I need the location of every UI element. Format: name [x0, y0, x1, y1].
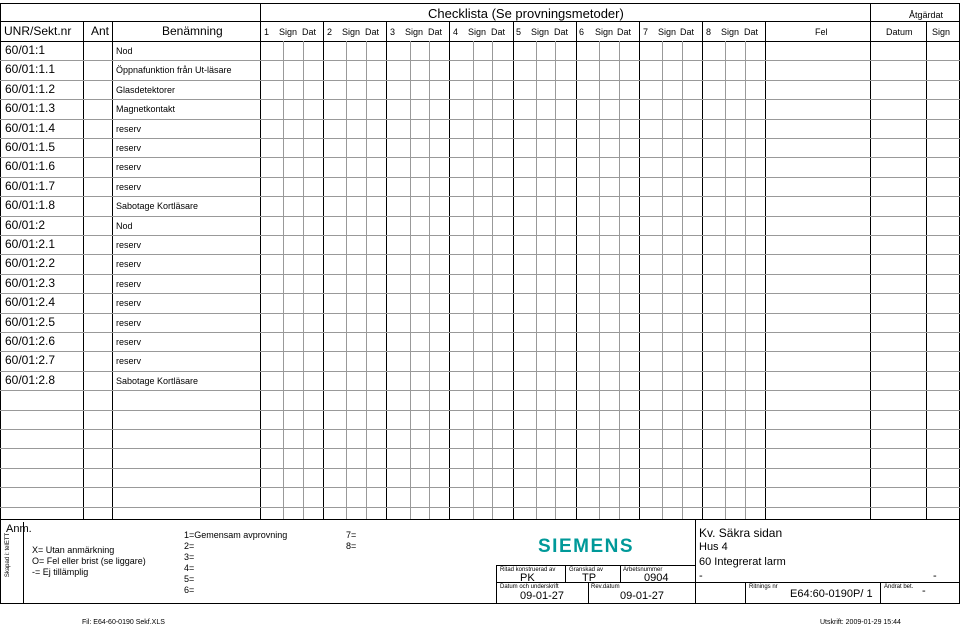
test-group-2-sign: Sign [342, 27, 361, 37]
tb-v3 [620, 565, 621, 582]
legend-num-3: 3= [184, 552, 195, 562]
col-sign-header: Sign [932, 27, 951, 37]
dash-right: - [933, 570, 937, 582]
test-group-2-number: 2 [327, 27, 333, 37]
test-group-8-number: 8 [706, 27, 712, 37]
row-line-16 [0, 351, 960, 352]
test-group-1-number: 1 [264, 27, 270, 37]
row-line-23 [0, 487, 960, 488]
row-code: 60/01:2 [5, 218, 46, 232]
row-code: 60/01:1.8 [5, 198, 56, 212]
siemens-logo: SIEMENS [538, 536, 635, 557]
col-unr-header: UNR/Sekt.nr [4, 24, 72, 38]
row-code: 60/01:2.5 [5, 315, 56, 329]
row-code: 60/01:2.3 [5, 276, 56, 290]
ritnings-nr-label: Ritnings nr [749, 584, 778, 590]
group-line-2 [386, 21, 387, 519]
row-line-7 [0, 177, 960, 178]
header-bottom [0, 41, 960, 42]
row-code: 60/01:2.1 [5, 237, 56, 251]
tb-v6 [880, 582, 881, 603]
checklist-title: Checklista (Se provningsmetoder) [428, 6, 624, 21]
hus-name: Hus 4 [699, 541, 728, 553]
legend-num-1: 1=Gemensam avprovning [184, 530, 288, 540]
row-code: 60/01:1 [5, 43, 46, 57]
test-group-8-sign: Sign [721, 27, 740, 37]
row-description: reserv [116, 298, 142, 308]
tb-v4 [588, 582, 589, 603]
arbetsnummer-value: 0904 [644, 572, 669, 584]
granskad-label: Granskad av [569, 567, 604, 573]
row-code: 60/01:1.6 [5, 159, 56, 173]
group-line-3 [449, 21, 450, 519]
test-group-5-dat: Dat [554, 27, 569, 37]
legend-num-5: 5= [184, 574, 195, 584]
rev-datum-value: 09-01-27 [620, 590, 665, 602]
row-code: 60/01:1.1 [5, 62, 56, 76]
legend-num-4: 4= [184, 563, 195, 573]
group-line-5 [576, 21, 577, 519]
row-line-9 [0, 216, 960, 217]
row-line-21 [0, 448, 960, 449]
row-line-18 [0, 390, 960, 391]
row-code: 60/01:2.7 [5, 353, 56, 367]
row-line-17 [0, 371, 960, 372]
test-group-4-dat: Dat [491, 27, 506, 37]
test-group-6-sign: Sign [595, 27, 614, 37]
column-line-5 [926, 21, 927, 519]
row-line-5 [0, 138, 960, 139]
print-date: Utskrift: 2009-01-29 15:44 [820, 619, 901, 626]
group-line-1 [323, 21, 324, 519]
row-line-14 [0, 313, 960, 314]
border-top [0, 3, 960, 4]
row-description: reserv [116, 124, 142, 134]
ritad-label: Ritad konstruerad av [500, 567, 556, 573]
col-ant-header: Ant [91, 24, 110, 38]
test-group-7-number: 7 [643, 27, 649, 37]
group-line-7 [702, 21, 703, 519]
test-group-3-number: 3 [390, 27, 396, 37]
row-description: Sabotage Kortläsare [116, 376, 199, 386]
row-line-1 [0, 60, 960, 61]
grid-bottom [0, 519, 960, 520]
ritad-value: PK [520, 572, 535, 584]
row-code: 60/01:1.7 [5, 179, 56, 193]
row-code: 60/01:1.2 [5, 82, 56, 96]
header-divider [0, 21, 960, 22]
row-description: reserv [116, 279, 142, 289]
anm-label: Anm. [6, 523, 32, 535]
row-line-3 [0, 99, 960, 100]
row-description: reserv [116, 356, 142, 366]
andrat-value: - [922, 585, 926, 597]
tb-v5 [745, 582, 746, 603]
test-group-4-sign: Sign [468, 27, 487, 37]
row-line-13 [0, 293, 960, 294]
row-code: 60/01:1.3 [5, 101, 56, 115]
system-name: 60 Integrerat larm [699, 556, 786, 568]
test-group-5-number: 5 [516, 27, 522, 37]
row-description: reserv [116, 259, 142, 269]
row-line-2 [0, 80, 960, 81]
row-line-15 [0, 332, 960, 333]
datum-value: 09-01-27 [520, 590, 565, 602]
dash-left: - [699, 570, 703, 582]
row-description: Sabotage Kortläsare [116, 201, 199, 211]
column-line-0 [83, 21, 84, 519]
legend-x: X= Utan anmärkning [32, 545, 115, 555]
row-description: reserv [116, 162, 142, 172]
andrat-label: Ändrat bet. [884, 584, 914, 590]
row-description: Magnetkontakt [116, 104, 176, 114]
file-name: Fil: E64-60-0190 Sekf.XLS [82, 619, 165, 626]
column-line-3 [765, 21, 766, 519]
row-line-8 [0, 196, 960, 197]
row-line-12 [0, 274, 960, 275]
legend-num-2: 2= [184, 541, 195, 551]
row-description: Nod [116, 46, 133, 56]
row-line-6 [0, 157, 960, 158]
row-description: reserv [116, 318, 142, 328]
test-group-3-sign: Sign [405, 27, 424, 37]
test-group-2-dat: Dat [365, 27, 380, 37]
row-code: 60/01:2.4 [5, 295, 56, 309]
tb-v2 [565, 565, 566, 582]
group-line-6 [639, 21, 640, 519]
tb-h3 [696, 582, 960, 583]
group-line-4 [513, 21, 514, 519]
row-description: Nod [116, 221, 133, 231]
legend-num-6: 6= [184, 585, 195, 595]
row-line-11 [0, 254, 960, 255]
row-description: reserv [116, 240, 142, 250]
col-datum-header: Datum [886, 27, 913, 37]
row-code: 60/01:2.6 [5, 334, 56, 348]
test-group-3-dat: Dat [428, 27, 443, 37]
test-group-7-dat: Dat [680, 27, 695, 37]
test-group-4-number: 4 [453, 27, 459, 37]
kv-name: Kv. Säkra sidan [699, 526, 783, 540]
row-description: reserv [116, 143, 142, 153]
tb-v1 [496, 565, 497, 603]
created-in-label: Skapad i: telETT [5, 532, 12, 578]
arbetsnummer-label: Arbetsnummer [623, 567, 663, 573]
legend-o: O= Fel eller brist (se liggare) [32, 556, 146, 566]
row-line-19 [0, 410, 960, 411]
row-line-20 [0, 429, 960, 430]
footer-bottom [0, 603, 960, 604]
row-description: reserv [116, 182, 142, 192]
row-code: 60/01:2.8 [5, 373, 56, 387]
row-code: 60/01:1.5 [5, 140, 56, 154]
test-group-5-sign: Sign [531, 27, 550, 37]
test-group-6-dat: Dat [617, 27, 632, 37]
row-description: Glasdetektorer [116, 85, 176, 95]
tb-h1 [496, 565, 696, 566]
test-group-6-number: 6 [579, 27, 585, 37]
datum-underskrift-label: Datum och underskrift [500, 584, 559, 590]
footer-left [0, 519, 1, 603]
test-group-8-dat: Dat [744, 27, 759, 37]
ritnings-nr-value: E64:60-0190P/ 1 [790, 588, 873, 600]
column-line-1 [112, 21, 113, 519]
test-group-1-dat: Dat [302, 27, 317, 37]
atgardat-label: Åtgärdat [909, 10, 944, 20]
col-benamning-header: Benämning [162, 24, 223, 38]
row-line-22 [0, 468, 960, 469]
row-line-24 [0, 507, 960, 508]
test-group-7-sign: Sign [658, 27, 677, 37]
title-block-left [695, 519, 696, 603]
granskad-value: TP [582, 572, 597, 584]
rev-datum-label: Rev.datum [591, 584, 620, 590]
row-code: 60/01:1.4 [5, 121, 56, 135]
row-code: 60/01:2.2 [5, 256, 56, 270]
test-group-1-sign: Sign [279, 27, 298, 37]
row-line-4 [0, 119, 960, 120]
row-description: reserv [116, 337, 142, 347]
row-description: Öppnafunktion från Ut-läsare [116, 65, 232, 75]
legend-dash: -= Ej tillämplig [32, 567, 89, 577]
col-fel-header: Fel [815, 27, 828, 37]
legend-num-8: 8= [346, 541, 357, 551]
row-line-10 [0, 235, 960, 236]
legend-num-7: 7= [346, 530, 357, 540]
